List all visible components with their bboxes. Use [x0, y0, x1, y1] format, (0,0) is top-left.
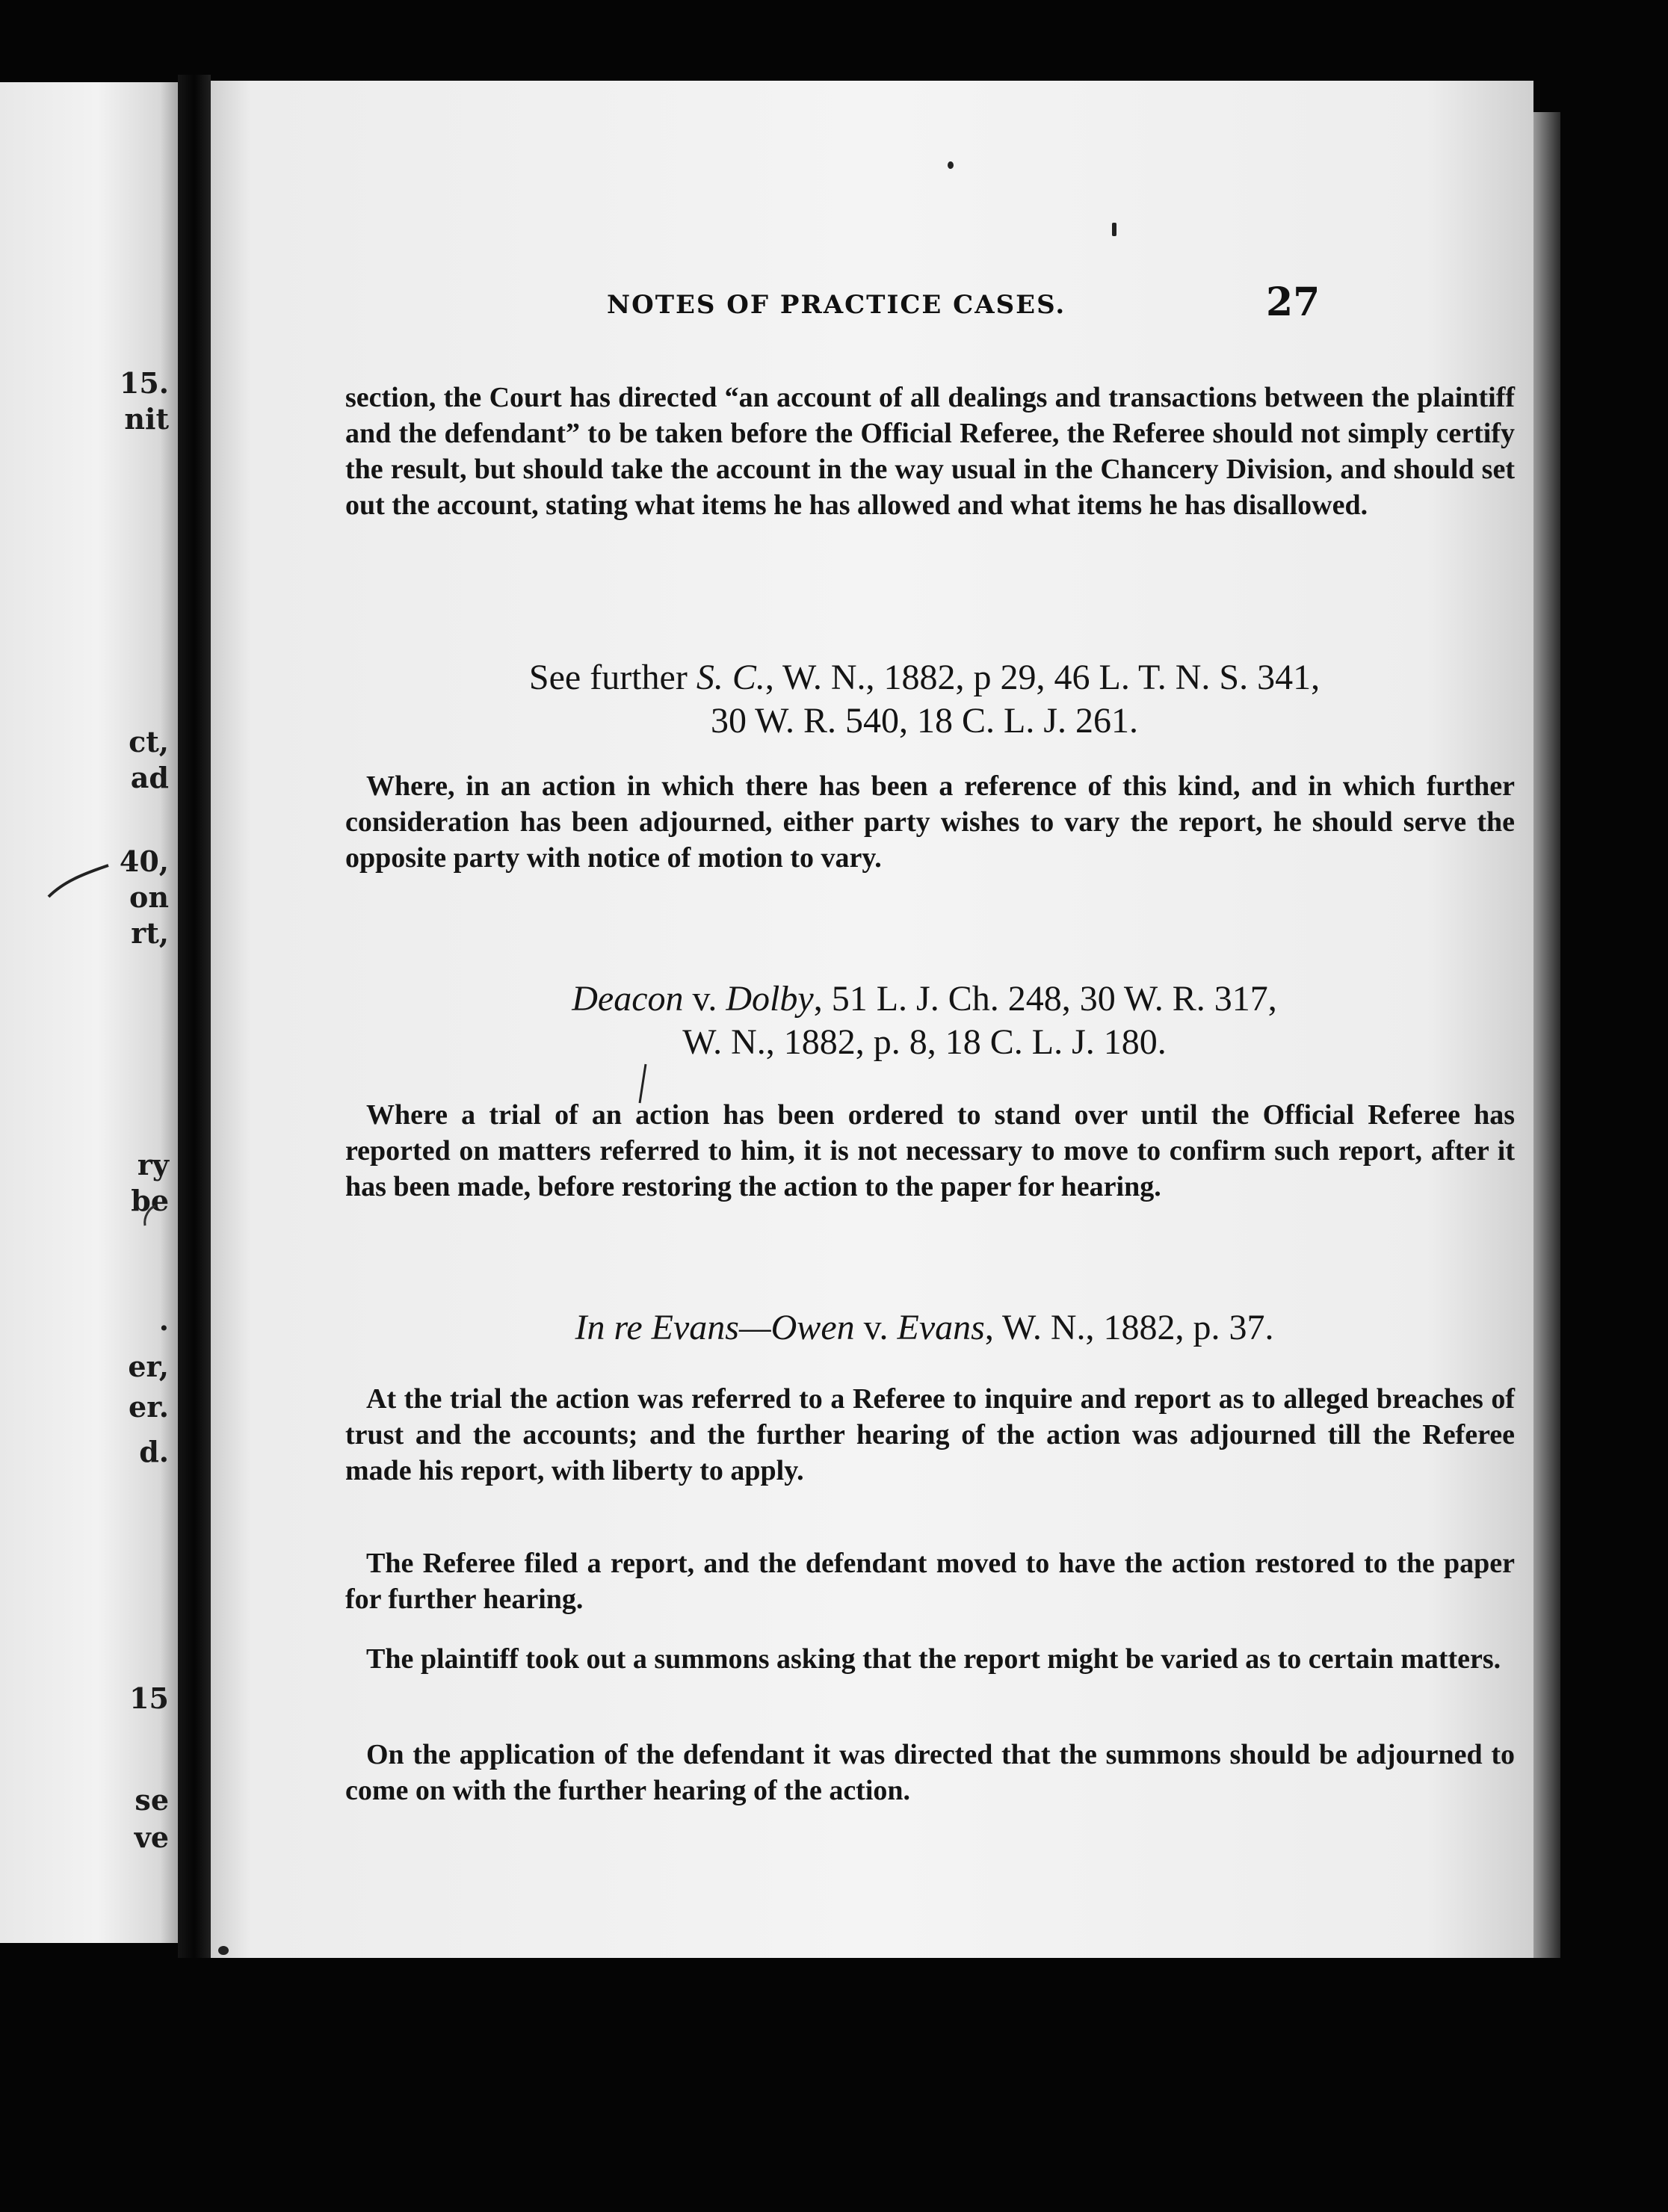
paragraph-6	[345, 1641, 1515, 1677]
citation-3-case-name: In re Evans—Owen	[575, 1308, 855, 1347]
page-edge-shadow	[1533, 112, 1560, 1958]
left-page-fragment: .	[158, 1303, 169, 1337]
citation-1-case-name: S. C.	[696, 658, 765, 697]
citation-2-party-2: Dolby	[726, 979, 814, 1019]
pen-mark-icon	[635, 1061, 650, 1106]
citation-2	[323, 977, 1526, 1064]
scan-speck	[218, 1946, 229, 1955]
scan-speck	[948, 161, 954, 169]
citation-1	[323, 656, 1526, 743]
left-page-fragment: ad	[130, 761, 169, 794]
citation-2-versus: v.	[683, 979, 726, 1019]
paragraph-5-text: The Referee filed a report, and the defendant moved to have the action restored to the paper for further hearing.	[345, 1548, 1515, 1615]
left-facing-page	[0, 82, 178, 1943]
paragraph-5	[345, 1545, 1515, 1617]
left-page-fragment: nit	[124, 402, 169, 436]
scan-speck	[1112, 223, 1116, 236]
left-page-fragment: 15.	[119, 366, 169, 400]
pen-mark-icon	[45, 859, 112, 904]
paragraph-7-text: On the application of the defendant it was directed that the summons should be adjourned to come on with the further hearing of the action.	[345, 1739, 1515, 1806]
citation-2-party-1: Deacon	[572, 979, 684, 1019]
left-page-fragment: 40,	[119, 844, 169, 878]
left-page-fragment: be	[131, 1184, 169, 1217]
left-page-fragment: d.	[139, 1435, 169, 1468]
paragraph-1-text: section, the Court has directed “an account of all dealings and transactions between the plaintiff and the defendant” to be taken before the Official Referee, the Referee should not simply certify the result, but should take the account in the way usual in the Chancery Division, and should set out the account, stating what items he has allowed and what items he has disallowed.	[345, 382, 1515, 521]
left-page-fragment: ry	[137, 1148, 169, 1181]
paragraph-4-text: At the trial the action was referred to a Referee to inquire and report as to alleged breaches of trust and the accounts; and the further hearing of the action was adjourned till the Referee made his report, with liberty to apply.	[345, 1383, 1515, 1486]
paragraph-3	[345, 1097, 1515, 1205]
citation-1-line-2: 30 W. R. 540, 18 C. L. J. 261.	[710, 701, 1139, 741]
page-number: 27	[1266, 279, 1320, 325]
citation-1-prefix: See further	[528, 658, 696, 697]
paragraph-4	[345, 1381, 1515, 1489]
paragraph-2	[345, 768, 1515, 876]
citation-2-line-2: W. N., 1882, p. 8, 18 C. L. J. 180.	[682, 1022, 1167, 1062]
left-page-fragment: ct,	[129, 725, 169, 759]
left-page-fragment: on	[129, 880, 169, 914]
paragraph-1	[345, 380, 1515, 523]
citation-1-reference: , W. N., 1882, p 29, 46 L. T. N. S. 341,	[764, 658, 1320, 697]
running-header	[211, 279, 1533, 350]
left-page-fragment: er,	[128, 1350, 169, 1383]
left-page-fragment: se	[135, 1783, 169, 1817]
citation-2-line-1	[323, 977, 1526, 1021]
book-page	[211, 81, 1533, 1958]
citation-2-reference: , 51 L. J. Ch. 248, 30 W. R. 317,	[813, 979, 1277, 1019]
left-page-fragment: 15	[129, 1681, 169, 1715]
citation-3-versus: v.	[854, 1308, 898, 1347]
citation-3	[323, 1306, 1526, 1350]
left-page-fragment: ve	[134, 1820, 169, 1854]
paragraph-2-text: Where, in an action in which there has been a reference of this kind, and in which further consideration has been adjourned, either party wishes to vary the report, he should serve the opposite party with notice of motion to vary.	[345, 770, 1515, 874]
paragraph-3-text: Where a trial of an action has been ordered to stand over until the Official Referee has reported on matters referred to him, it is not necessary to move to confirm such report, after it has been made, before restoring the action to the paper for hearing.	[345, 1099, 1515, 1202]
book-gutter	[178, 75, 211, 1958]
left-page-fragment: rt,	[131, 916, 169, 950]
citation-3-party-2: Evans	[897, 1308, 985, 1347]
citation-3-line	[323, 1306, 1526, 1350]
left-page-fragment: er.	[129, 1390, 169, 1424]
citation-3-reference: , W. N., 1882, p. 37.	[984, 1308, 1274, 1347]
pen-mark-icon	[139, 1203, 161, 1230]
citation-1-line-1	[323, 656, 1526, 699]
running-title: NOTES OF PRACTICE CASES.	[607, 290, 1066, 320]
paragraph-7	[345, 1737, 1515, 1808]
paragraph-6-text: The plaintiff took out a summons asking that the report might be varied as to certain matters.	[366, 1643, 1501, 1675]
